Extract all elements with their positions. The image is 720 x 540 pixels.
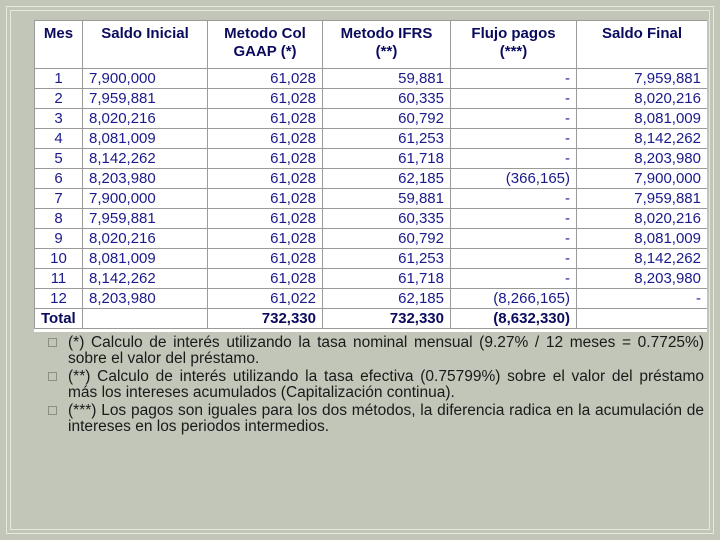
- loan-amortization-table: [34, 20, 707, 329]
- table-row: [35, 109, 708, 129]
- header-label-line: GAAP (*): [233, 43, 297, 60]
- cell-metodo-ifrs: 59,881: [323, 189, 451, 209]
- cell-saldo-final: 8,142,262: [577, 129, 708, 149]
- cell-saldo-inicial: 8,020,216: [83, 109, 208, 129]
- table-row: [35, 89, 708, 109]
- footnote-text: (*) Calculo de interés utilizando la tasa nominal mensual (9.27% / 12 meses = 0.7725%) sobre el valor del préstamo.: [68, 334, 704, 367]
- cell-saldo-inicial: 8,142,262: [83, 149, 208, 169]
- table-row: [35, 229, 708, 249]
- cell-metodo-col: 61,028: [208, 169, 323, 189]
- table-row: [35, 249, 708, 269]
- square-bullet-icon: [48, 338, 57, 347]
- total-cell-saldo-final: [577, 309, 708, 329]
- cell-saldo-final: 8,142,262: [577, 249, 708, 269]
- cell-metodo-col: 61,028: [208, 209, 323, 229]
- total-cell-metodo-ifrs: 732,330: [323, 309, 451, 329]
- cell-metodo-ifrs: 62,185: [323, 289, 451, 309]
- cell-flujo-pagos: -: [451, 249, 577, 269]
- header-label-line: (**): [375, 43, 398, 60]
- cell-metodo-col: 61,028: [208, 249, 323, 269]
- header-label-line: Mes: [43, 25, 74, 42]
- header-label-line: Metodo Col: [224, 25, 306, 42]
- footnote-item: [48, 335, 704, 367]
- cell-saldo-inicial: 8,081,009: [83, 249, 208, 269]
- footnote-text: (**) Calculo de interés utilizando la tasa efectiva (0.75799%) sobre el valor del préstamo más los intereses acumulados (Capitalización continua).: [68, 368, 704, 401]
- cell-flujo-pagos: (8,266,165): [451, 289, 577, 309]
- cell-metodo-ifrs: 60,335: [323, 209, 451, 229]
- cell-mes: 7: [35, 189, 83, 209]
- cell-saldo-final: 8,020,216: [577, 209, 708, 229]
- cell-mes: 9: [35, 229, 83, 249]
- total-cell-flujo-pagos: (8,632,330): [451, 309, 577, 329]
- table-row: [35, 189, 708, 209]
- cell-metodo-ifrs: 61,718: [323, 149, 451, 169]
- cell-saldo-final: 8,020,216: [577, 89, 708, 109]
- table-row: [35, 269, 708, 289]
- table-row: [35, 169, 708, 189]
- cell-metodo-col: 61,028: [208, 109, 323, 129]
- cell-flujo-pagos: -: [451, 89, 577, 109]
- header-label-line: Metodo IFRS: [340, 25, 433, 42]
- header-metodo-col: [208, 21, 323, 69]
- cell-saldo-final: 8,203,980: [577, 149, 708, 169]
- cell-saldo-final: 7,959,881: [577, 69, 708, 89]
- cell-metodo-col: 61,028: [208, 229, 323, 249]
- header-flujo-pagos: [451, 21, 577, 69]
- cell-saldo-inicial: 8,142,262: [83, 269, 208, 289]
- cell-flujo-pagos: -: [451, 189, 577, 209]
- table-row: [35, 289, 708, 309]
- header-label-line: (***): [499, 43, 528, 60]
- cell-saldo-inicial: 8,203,980: [83, 289, 208, 309]
- cell-mes: 8: [35, 209, 83, 229]
- cell-flujo-pagos: -: [451, 229, 577, 249]
- table-body: [35, 69, 708, 329]
- cell-mes: 6: [35, 169, 83, 189]
- cell-metodo-ifrs: 61,718: [323, 269, 451, 289]
- footnote-item: [48, 369, 704, 401]
- cell-saldo-inicial: 8,020,216: [83, 229, 208, 249]
- header-row: [35, 21, 708, 69]
- cell-metodo-ifrs: 60,792: [323, 109, 451, 129]
- cell-metodo-col: 61,028: [208, 69, 323, 89]
- cell-metodo-ifrs: 61,253: [323, 129, 451, 149]
- cell-metodo-ifrs: 61,253: [323, 249, 451, 269]
- header-label-line: Saldo Final: [601, 25, 682, 42]
- cell-saldo-final: 8,081,009: [577, 229, 708, 249]
- cell-mes: 11: [35, 269, 83, 289]
- cell-mes: 4: [35, 129, 83, 149]
- cell-mes: 2: [35, 89, 83, 109]
- cell-saldo-final: 7,959,881: [577, 189, 708, 209]
- cell-flujo-pagos: -: [451, 209, 577, 229]
- cell-flujo-pagos: (366,165): [451, 169, 577, 189]
- cell-mes: 5: [35, 149, 83, 169]
- header-label-line: Saldo Inicial: [101, 25, 189, 42]
- header-metodo-ifrs: [323, 21, 451, 69]
- header-label-line: Flujo pagos: [471, 25, 556, 42]
- table-row: [35, 69, 708, 89]
- footnote-text: (***) Los pagos son iguales para los dos métodos, la diferencia radica en la acumulación de intereses en los periodos intermedios.: [68, 402, 704, 435]
- table-header: [35, 21, 708, 69]
- header-saldo-inicial: [83, 21, 208, 69]
- table-row: [35, 149, 708, 169]
- header-saldo-final: [577, 21, 708, 69]
- cell-flujo-pagos: -: [451, 129, 577, 149]
- total-cell-saldo-inicial: [83, 309, 208, 329]
- total-cell-metodo-col: 732,330: [208, 309, 323, 329]
- cell-mes: 12: [35, 289, 83, 309]
- cell-metodo-col: 61,028: [208, 129, 323, 149]
- table-row: [35, 209, 708, 229]
- cell-flujo-pagos: -: [451, 69, 577, 89]
- footnotes-list: [48, 335, 704, 437]
- cell-saldo-final: 8,203,980: [577, 269, 708, 289]
- cell-flujo-pagos: -: [451, 269, 577, 289]
- cell-saldo-final: 8,081,009: [577, 109, 708, 129]
- cell-mes: 10: [35, 249, 83, 269]
- cell-saldo-inicial: 8,081,009: [83, 129, 208, 149]
- cell-saldo-inicial: 7,900,000: [83, 189, 208, 209]
- total-label: Total: [35, 309, 83, 329]
- cell-saldo-final: 7,900,000: [577, 169, 708, 189]
- cell-metodo-col: 61,028: [208, 89, 323, 109]
- cell-mes: 3: [35, 109, 83, 129]
- cell-saldo-final: -: [577, 289, 708, 309]
- footnote-item: [48, 403, 704, 435]
- cell-flujo-pagos: -: [451, 109, 577, 129]
- cell-metodo-col: 61,028: [208, 269, 323, 289]
- cell-saldo-inicial: 7,959,881: [83, 89, 208, 109]
- cell-flujo-pagos: -: [451, 149, 577, 169]
- cell-metodo-ifrs: 60,792: [323, 229, 451, 249]
- square-bullet-icon: [48, 372, 57, 381]
- total-row: [35, 309, 708, 329]
- square-bullet-icon: [48, 406, 57, 415]
- cell-metodo-ifrs: 62,185: [323, 169, 451, 189]
- cell-metodo-col: 61,028: [208, 149, 323, 169]
- cell-saldo-inicial: 8,203,980: [83, 169, 208, 189]
- cell-metodo-ifrs: 59,881: [323, 69, 451, 89]
- cell-metodo-col: 61,022: [208, 289, 323, 309]
- cell-metodo-col: 61,028: [208, 189, 323, 209]
- cell-saldo-inicial: 7,900,000: [83, 69, 208, 89]
- cell-metodo-ifrs: 60,335: [323, 89, 451, 109]
- cell-mes: 1: [35, 69, 83, 89]
- cell-saldo-inicial: 7,959,881: [83, 209, 208, 229]
- loan-table-panel: [34, 20, 707, 332]
- table-row: [35, 129, 708, 149]
- header-mes: [35, 21, 83, 69]
